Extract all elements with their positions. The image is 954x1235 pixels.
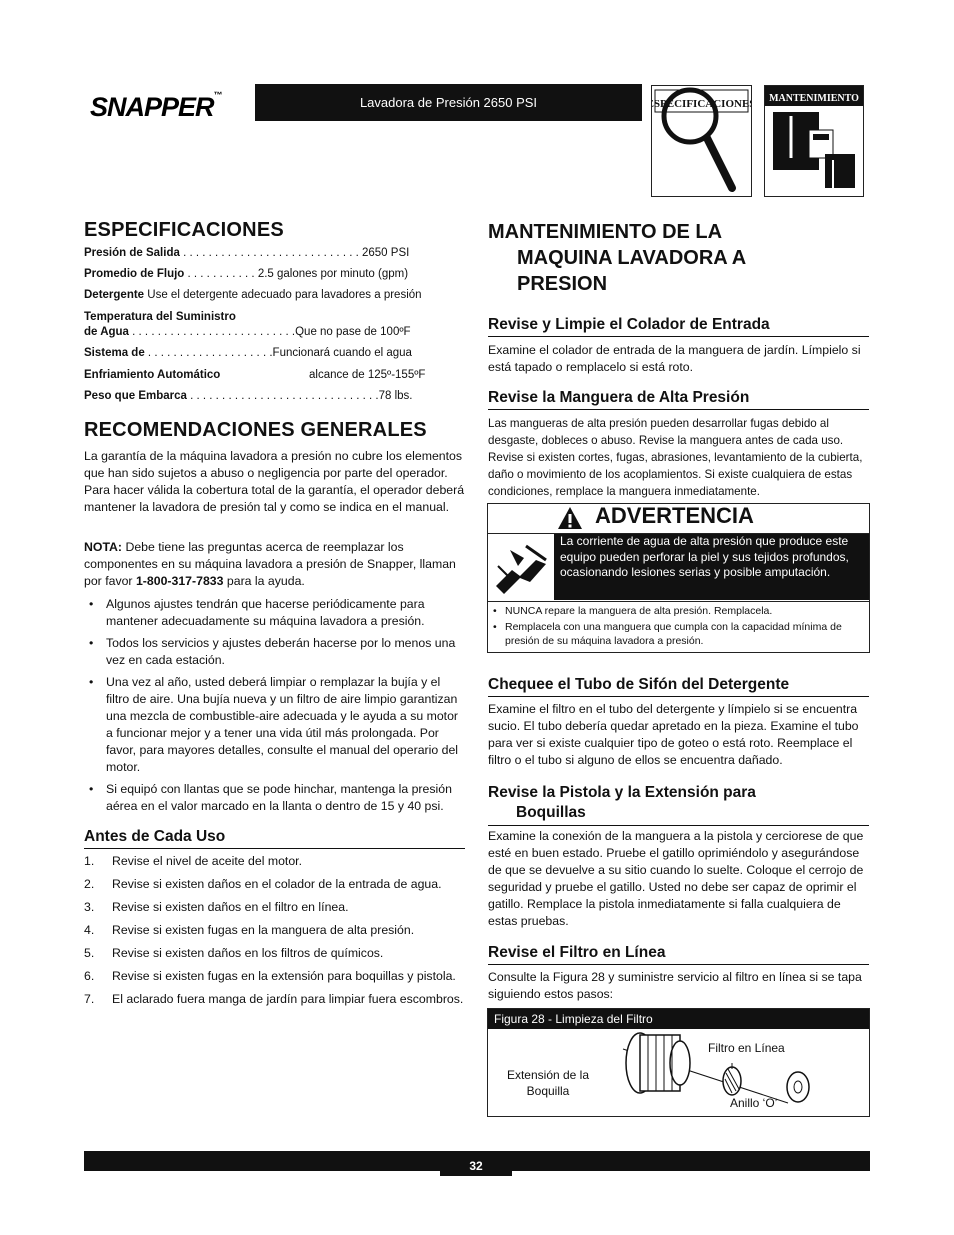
label-nozzle-extension: Extensión de la Boquilla <box>506 1068 590 1098</box>
nozzle-extension-fitting <box>626 1033 690 1093</box>
recommendations-paragraph: La garantía de la máquina lavadora a presión no cubre los elementos que han sido sujetos a abuso o negligencia por parte del operador. Para hacer válida la cobertura total de la garantía, el operador deberá mantener la lavadora de presión tal y como se indica en el manual. <box>84 449 465 514</box>
spec-row: Temperatura del Suministro <box>84 311 236 323</box>
spec-row: Promedio de Flujo . . . . . . . . . . . 2.5 galones por minuto (gpm) <box>84 268 409 280</box>
list-item: 5. Revise si existen daños en los filtros de químicos. <box>84 946 384 960</box>
inline-filter-text: Consulte la Figura 28 y suministre servicio al filtro en línea si se tapa siguiendo estos pasos: <box>488 970 862 1001</box>
spec-row: Detergente Use el detergente adecuado para lavadores a presión <box>84 289 422 301</box>
inline-filter-disc <box>723 1067 741 1095</box>
inlet-strainer-title: Revise y Limpie el Colador de Entrada <box>488 316 869 337</box>
before-use-title: Antes de Cada Uso <box>84 828 465 849</box>
note-paragraph: NOTA: Debe tiene las preguntas acerca de reemplazar los componentes en su máquina lavadora a presión de Snapper, llaman por favor 1-800-317-7833 para la ayuda. <box>84 540 456 588</box>
maintenance-icon-label: MANTENIMIENTO <box>769 93 859 104</box>
hose-text: Las mangueras de alta presión pueden desarrollar fugas debido al desgaste, dobleces o abuso. Revise la manguera antes de cada uso. Revise si existen cortes, fugas, abrasiones, levantamiento de la cubierta, daño o movimiento de los acoplamientos. Si existe cualquiera de estas condiciones, remplace la manguera inmediatamente. <box>488 417 863 498</box>
maintenance-section-icon <box>764 85 864 197</box>
list-item: 6. Revise si existen fugas en la extensión para boquillas y pistola. <box>84 969 456 983</box>
warning-box <box>487 503 870 653</box>
spec-row: Sistema de . . . . . . . . . . . . . . . . . . . .Funcionará cuando el agua <box>84 347 412 359</box>
inlet-strainer-text: Examine el colador de entrada de la manguera de jardín. Límpielo si está tapado o remplacelo si está roto. <box>488 343 861 374</box>
recommendations-title: RECOMENDACIONES GENERALES <box>84 419 427 441</box>
spec-row-value: alcance de 125º-155ºF <box>309 369 426 381</box>
wrench-panel-icon <box>765 86 863 196</box>
list-item: 7. El aclarado fuera manga de jardín para limpiar fuera escombros. <box>84 992 464 1006</box>
warning-list <box>488 601 869 650</box>
list-item: 3. Revise si existen daños en el filtro en línea. <box>84 900 349 914</box>
snapper-logo: SNAPPER™ <box>90 90 223 122</box>
list-item: 4. Revise si existen fugas en la manguera de alta presión. <box>84 923 415 937</box>
magnifier-icon <box>652 86 751 196</box>
page-number: 32 <box>440 1151 512 1176</box>
list-item: • Si equipó con llantas que se pode hinchar, mantenga la presión aérea en el valor marcado en la llanta o dentro de 15 y 40 psi. <box>84 781 466 815</box>
list-item: • Una vez al año, usted deberá limpiar o remplazar la bujía y el filtro de aire. Una bujía nueva y un filtro de aire limpio garantizan una mezcla de combustible-aire adecuada y le ayuda a su motor a funcionar mejor y a tener una vida útil más prolongada. Por favor, para mayores detalles, consulte el manual del operario del motor. <box>84 674 466 776</box>
maintenance-title: MANTENIMIENTO DE LA MAQUINA LAVADORA A PRESION <box>488 221 747 295</box>
inline-filter-title: Revise el Filtro en Línea <box>488 944 869 965</box>
hand-injury-icon <box>490 536 552 598</box>
label-inline-filter: Filtro en Línea <box>708 1041 785 1055</box>
spec-row: Enfriamiento Automático <box>84 369 221 381</box>
warning-triangle-icon <box>557 506 583 530</box>
product-title-bar <box>255 84 642 121</box>
specs-section-icon <box>651 85 752 197</box>
list-item: • Algunos ajustes tendrán que hacerse periódicamente para mantener adecuadamente su máquina lavadora a presión. <box>84 596 466 630</box>
spec-row: Presión de Salida . . . . . . . . . . . . . . . . . . . . . . . . . . . . 2650 PSI <box>84 247 410 259</box>
spec-row: de Agua . . . . . . . . . . . . . . . . . . . . . . . . . .Que no pase de 100ºF <box>84 326 411 338</box>
hose-title: Revise la Manguera de Alta Presión <box>488 389 869 410</box>
product-title: Lavadora de Presión 2650 PSI <box>359 95 538 110</box>
o-ring <box>787 1072 809 1102</box>
label-o-ring: Anillo ‘O’ <box>730 1096 778 1110</box>
list-item: • Todos los servicios y ajustes deberán hacerse por lo menos una vez en cada estación. <box>84 635 466 669</box>
list-item: 2. Revise si existen daños en el colador de la entrada de agua. <box>84 877 442 891</box>
figure-28 <box>487 1008 870 1117</box>
list-item: • Remplacela con una manguera que cumpla con la capacidad mínima de presión de su máquina lavadora a presión. <box>488 620 869 648</box>
before-use-list <box>84 853 466 1014</box>
gun-extension-title: Revise la Pistola y la Extensión para Boquillas <box>488 783 869 826</box>
recommendations-list <box>84 596 466 820</box>
specs-title: ESPECIFICACIONES <box>84 219 284 241</box>
list-item: 1. Revise el nivel de aceite del motor. <box>84 854 303 868</box>
gun-extension-text: Examine la conexión de la manguera a la pistola y cerciorese de que esté en buen estado. Pruebe el gatillo oprimiéndolo y asegurándose de que se devuelve a su sitio cuando lo suelte. Coloque el cerrojo de seguridad y pruebe el gatillo. Usted no debe ser capaz de oprimir el gatillo. Remplace la pistola inmediatamente si falla cualquiera de estas pruebas. <box>488 829 864 928</box>
warning-title: ADVERTENCIA <box>595 503 754 528</box>
warning-message: La corriente de agua de alta presión que produce este equipo pueden perforar la piel y sus tejidos profundos, ocasionando lesiones serias y posible amputación. <box>554 534 869 600</box>
specs-icon-label: ESPECIFICACIONES <box>652 98 751 110</box>
detergent-siphon-text: Examine el filtro en el tubo del detergente y límpielo si se encuentra sucio. El tubo debería quedar apretado en la pieza. Examine el tubo para ver si existe cualquier tipo de goteo o está roto. Reemplace el filtro o el tubo si alguno de ellos se encuentra dañado. <box>488 702 859 767</box>
spec-row: Peso que Embarca . . . . . . . . . . . . . . . . . . . . . . . . . . . . . .78 lbs. <box>84 390 413 402</box>
warning-header <box>488 504 869 533</box>
figure-caption: Figura 28 - Limpieza del Filtro <box>488 1009 869 1029</box>
detergent-siphon-title: Chequee el Tubo de Sifón del Detergente <box>488 676 869 697</box>
list-item: • NUNCA repare la manguera de alta presión. Remplacela. <box>488 604 869 618</box>
